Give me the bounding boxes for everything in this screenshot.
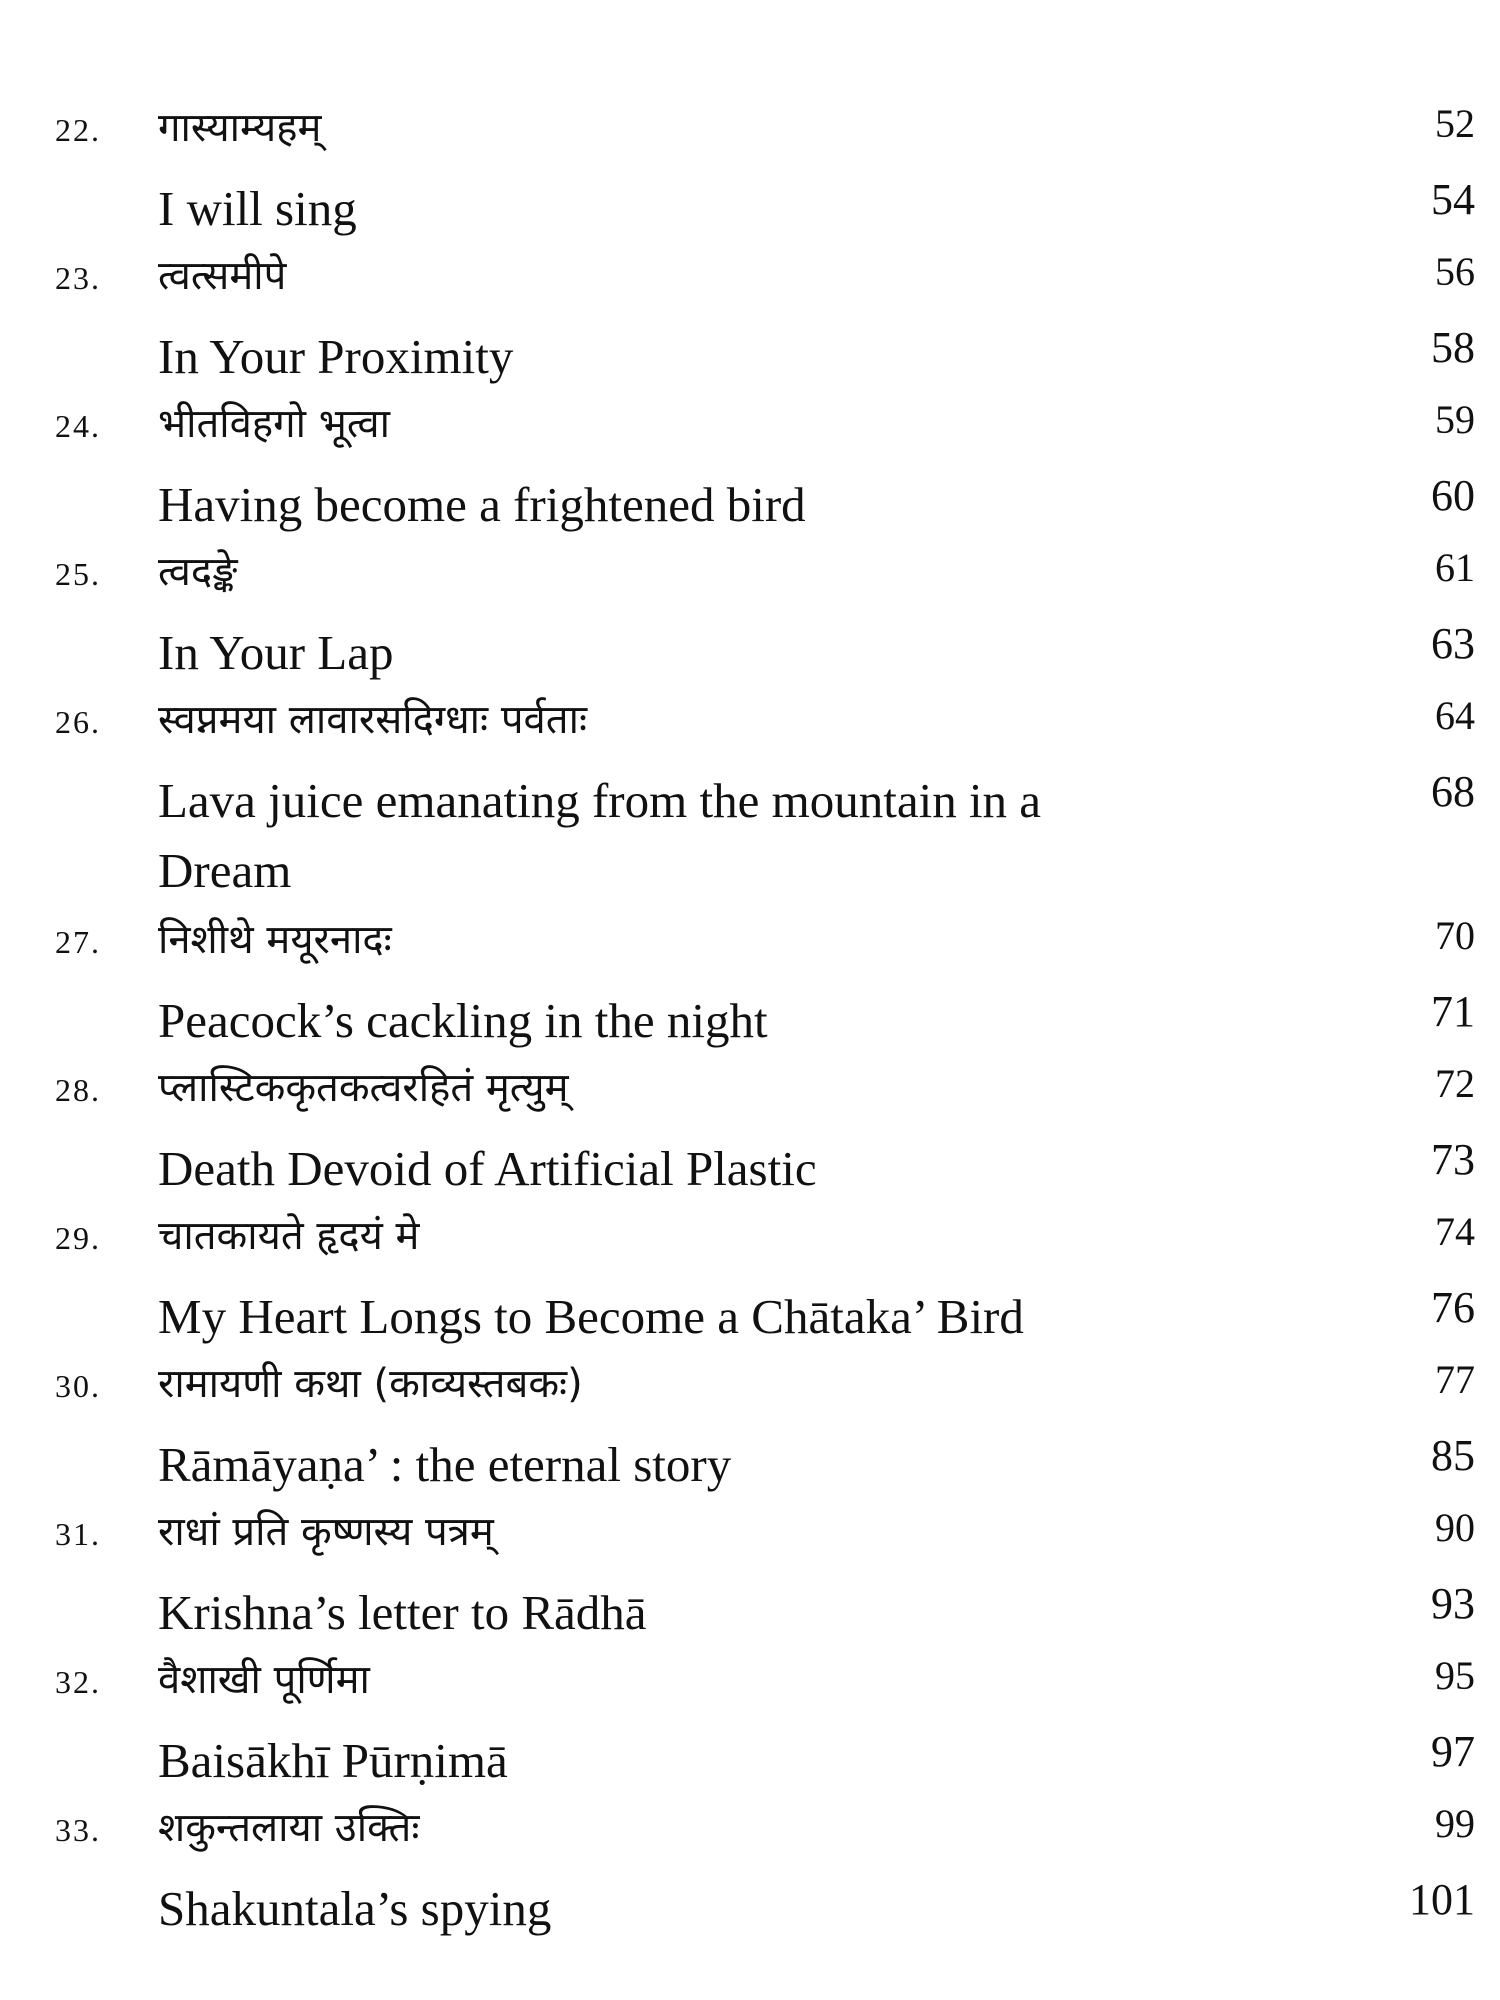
toc-entry-sanskrit [55, 1344, 1475, 1418]
toc-entry-english [55, 1122, 1475, 1196]
toc-entry-sanskrit [55, 680, 1475, 754]
page-number: 63 [1431, 619, 1475, 668]
toc-entry-sanskrit [55, 1788, 1475, 1862]
page-number: 101 [1409, 1875, 1475, 1924]
english-title: Rāmāyaṇa’ : the eternal story [158, 1437, 732, 1492]
english-title: My Heart Longs to Become a Chātaka’ Bird [158, 1289, 1024, 1344]
toc-entry-english [55, 1270, 1475, 1344]
entry-number: 32. [55, 1664, 101, 1700]
table-of-contents [55, 88, 1475, 1936]
page-number: 61 [1435, 545, 1475, 590]
toc-entry-sanskrit [55, 900, 1475, 974]
sanskrit-title: राधां प्रति कृष्णस्य पत्रम् [158, 1509, 494, 1555]
page-number: 59 [1435, 397, 1475, 442]
page-number: 93 [1431, 1579, 1475, 1628]
toc-entry-english [55, 1714, 1475, 1788]
toc-entry-sanskrit [55, 1640, 1475, 1714]
toc-entry-sanskrit [55, 236, 1475, 310]
toc-entry-sanskrit [55, 1196, 1475, 1270]
entry-number: 27. [55, 924, 101, 960]
toc-entry-sanskrit [55, 532, 1475, 606]
toc-entry-english [55, 1418, 1475, 1492]
page-number: 64 [1435, 693, 1475, 738]
english-title: In Your Proximity [158, 329, 514, 384]
entry-number: 29. [55, 1220, 101, 1256]
english-title: In Your Lap [158, 625, 394, 680]
sanskrit-title: त्वत्समीपे [158, 253, 287, 299]
toc-entry-english [55, 162, 1475, 236]
sanskrit-title: त्वदङ्के [158, 549, 238, 595]
sanskrit-title: स्वप्नमया लावारसदिग्धाः पर्वताः [158, 697, 588, 743]
page-number: 77 [1435, 1357, 1475, 1402]
page-number: 54 [1431, 175, 1475, 224]
page-number: 58 [1431, 323, 1475, 372]
page-number: 90 [1435, 1505, 1475, 1550]
sanskrit-title: रामायणी कथा (काव्यस्तबकः) [158, 1361, 583, 1407]
entry-number: 31. [55, 1516, 101, 1552]
toc-entry-english [55, 606, 1475, 680]
toc-entry-english [55, 974, 1475, 1048]
entry-number: 28. [55, 1072, 101, 1108]
page-number: 99 [1435, 1801, 1475, 1846]
toc-entry-english [55, 458, 1475, 532]
english-title: Krishna’s letter to Rādhā [158, 1585, 647, 1640]
page-number: 71 [1431, 987, 1475, 1036]
english-title: Lava juice emanating from the mountain in a Dream [158, 773, 1042, 898]
sanskrit-title: प्लास्टिककृतकत्वरहितं मृत्युम् [158, 1065, 569, 1111]
english-title: Peacock’s cackling in the night [158, 993, 768, 1048]
english-title: Shakuntala’s spying [158, 1881, 552, 1936]
page-number: 72 [1435, 1061, 1475, 1106]
entry-number: 25. [55, 556, 101, 592]
entry-number: 22. [55, 112, 101, 148]
toc-entry-sanskrit [55, 1048, 1475, 1122]
english-title: Baisākhī Pūrṇimā [158, 1733, 508, 1788]
entry-number: 26. [55, 704, 101, 740]
sanskrit-title: गास्याम्यहम् [158, 105, 322, 151]
toc-entry-sanskrit [55, 88, 1475, 162]
page-number: 76 [1431, 1283, 1475, 1332]
entry-number: 30. [55, 1368, 101, 1404]
entry-number: 33. [55, 1812, 101, 1848]
entry-number: 23. [55, 260, 101, 296]
sanskrit-title: निशीथे मयूरनादः [158, 917, 392, 963]
toc-entry-english [55, 310, 1475, 384]
page-number: 97 [1431, 1727, 1475, 1776]
page-number: 74 [1435, 1209, 1475, 1254]
page-number: 60 [1431, 471, 1475, 520]
sanskrit-title: भीतविहगो भूत्वा [158, 401, 391, 447]
page-number: 70 [1435, 913, 1475, 958]
toc-entry-english [55, 1566, 1475, 1640]
sanskrit-title: वैशाखी पूर्णिमा [158, 1657, 370, 1703]
toc-entry-english [55, 1862, 1475, 1936]
page-number: 52 [1435, 101, 1475, 146]
sanskrit-title: चातकायते हृदयं मे [158, 1213, 420, 1259]
page-number: 73 [1431, 1135, 1475, 1184]
toc-entry-sanskrit [55, 384, 1475, 458]
page-number: 85 [1431, 1431, 1475, 1480]
page-number: 95 [1435, 1653, 1475, 1698]
page-number: 56 [1435, 249, 1475, 294]
english-title: I will sing [158, 181, 357, 236]
sanskrit-title: शकुन्तलाया उक्तिः [158, 1805, 420, 1851]
page-number: 68 [1431, 767, 1475, 816]
toc-entry-sanskrit [55, 1492, 1475, 1566]
english-title: Death Devoid of Artificial Plastic [158, 1141, 817, 1196]
toc-entry-english [55, 754, 1475, 900]
entry-number: 24. [55, 408, 101, 444]
english-title: Having become a frightened bird [158, 477, 806, 532]
